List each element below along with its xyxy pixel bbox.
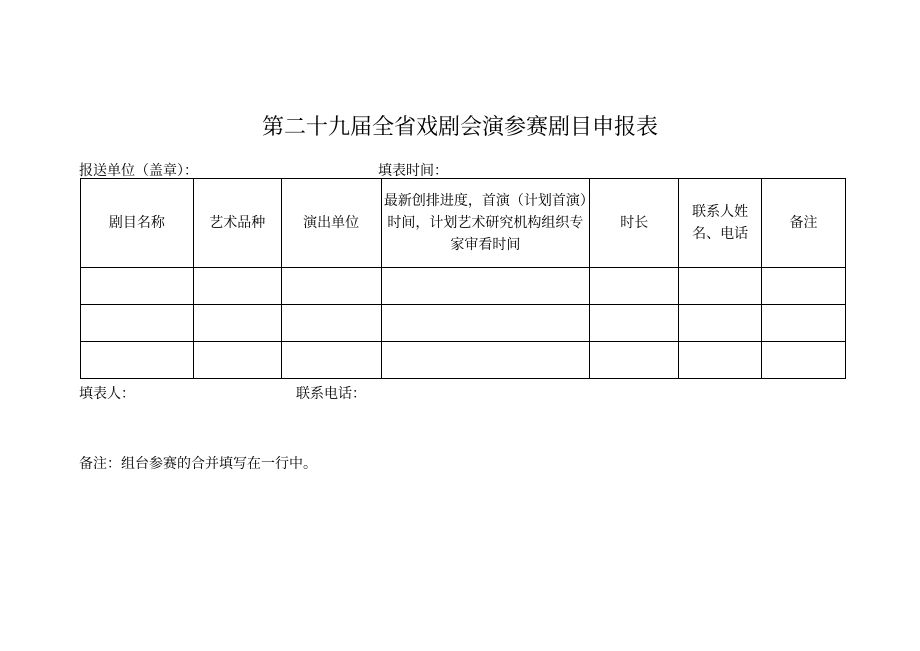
header-contact: 联系人姓名、电话 xyxy=(679,179,762,268)
table-cell[interactable] xyxy=(762,305,846,342)
table-cell[interactable] xyxy=(193,268,281,305)
table-row xyxy=(81,268,846,305)
table-cell[interactable] xyxy=(193,342,281,379)
table-cell[interactable] xyxy=(590,342,679,379)
application-table xyxy=(80,178,846,379)
table-cell[interactable] xyxy=(193,305,281,342)
fill-time-label: 填表时间： xyxy=(378,163,448,179)
table-row xyxy=(81,305,846,342)
table-cell[interactable] xyxy=(679,268,762,305)
table-cell[interactable] xyxy=(762,268,846,305)
table-header-row xyxy=(81,179,846,268)
document-title: 第二十九届全省戏剧会演参赛剧目申报表 xyxy=(261,115,658,140)
table-cell[interactable] xyxy=(679,342,762,379)
table-cell[interactable] xyxy=(381,268,590,305)
header-performing-unit: 演出单位 xyxy=(281,179,381,268)
table-cell[interactable] xyxy=(762,342,846,379)
submit-unit-label: 报送单位（盖章）： xyxy=(79,163,198,179)
table-cell[interactable] xyxy=(281,305,381,342)
table-cell[interactable] xyxy=(590,305,679,342)
table-cell[interactable] xyxy=(281,342,381,379)
table-cell[interactable] xyxy=(590,268,679,305)
table-cell[interactable] xyxy=(81,305,194,342)
header-remarks: 备注 xyxy=(762,179,846,268)
header-play-name: 剧目名称 xyxy=(81,179,194,268)
filler-label: 填表人： xyxy=(79,386,135,402)
header-duration: 时长 xyxy=(590,179,679,268)
table-cell[interactable] xyxy=(679,305,762,342)
table-cell[interactable] xyxy=(81,342,194,379)
table-cell[interactable] xyxy=(381,305,590,342)
table-cell[interactable] xyxy=(81,268,194,305)
header-art-genre: 艺术品种 xyxy=(193,179,281,268)
remarks-note: 备注：组台参赛的合并填写在一行中。 xyxy=(79,456,317,472)
header-progress-schedule: 最新创排进度，首演（计划首演）时间，计划艺术研究机构组织专家审看时间 xyxy=(381,179,590,268)
table-cell[interactable] xyxy=(281,268,381,305)
submission-info-line xyxy=(79,160,448,180)
submit-unit-blank[interactable] xyxy=(198,164,378,179)
phone-label: 联系电话： xyxy=(296,386,366,402)
table-row xyxy=(81,342,846,379)
table-cell[interactable] xyxy=(381,342,590,379)
